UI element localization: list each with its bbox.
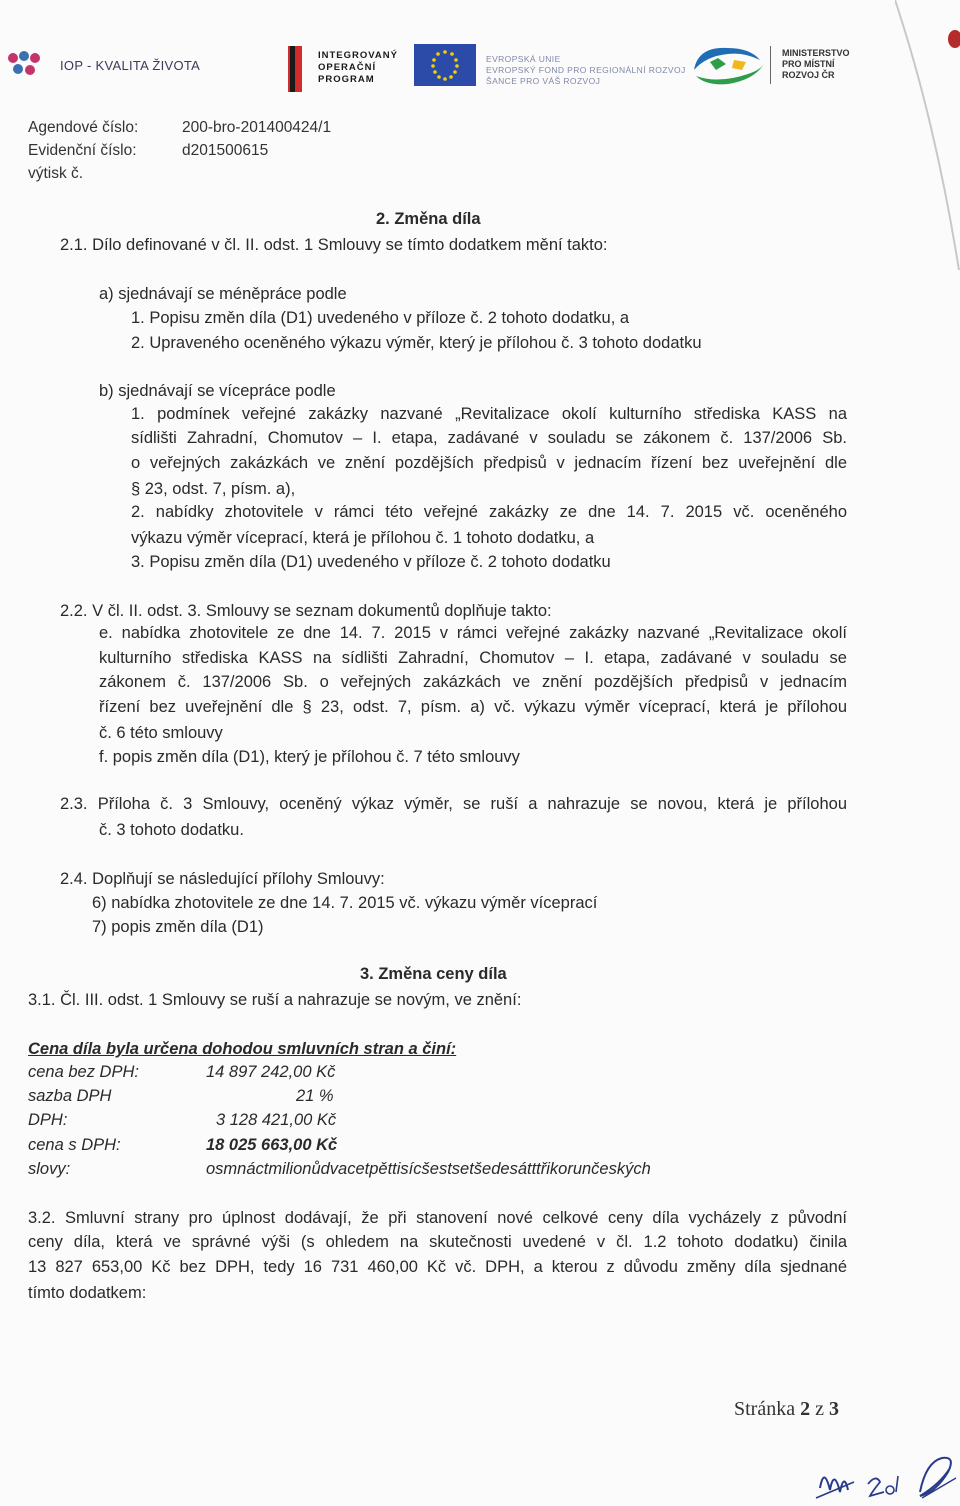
mmr-text-line-1: MINISTERSTVO (782, 48, 850, 58)
vat-value: 3 128 421,00 Kč (216, 1111, 337, 1129)
iop-program-line-2: OPERAČNÍ (318, 62, 377, 73)
item-a-intro: a) sjednávají se méněpráce podle (99, 285, 347, 303)
paragraph-2-4: 2.4. Doplňují se následující přílohy Smlouvy: (60, 870, 385, 888)
price-with-vat-row (28, 1136, 338, 1155)
attachment-7: 7) popis změn díla (D1) (92, 918, 264, 936)
agenda-number-row (28, 119, 332, 137)
eu-text (486, 54, 686, 87)
attachment-6: 6) nabídka zhotovitele ze dne 14. 7. 2015 vč. výkazu výměr víceprací (92, 894, 598, 912)
paragraph-3-2-line-3: 13 827 653,00 Kč bez DPH, tedy 16 731 460,00 Kč vč. DPH, a kterou z důvodu změny díla sjednané (28, 1258, 847, 1276)
item-b-1-line-4: § 23, odst. 7, písm. a), (131, 480, 296, 498)
iop-program-line-1: INTEGROVANÝ (318, 50, 398, 61)
eu-text-line-1: EVROPSKÁ UNIE (486, 54, 561, 64)
price-in-words-row (28, 1160, 651, 1179)
paragraph-3-2-line-1: 3.2. Smluvní strany pro úplnost dodávají, že při stanovení nové celkové ceny díla vycházely z původní (28, 1209, 847, 1227)
scan-edge-shadow (895, 0, 960, 280)
agenda-value: 200-bro-201400424/1 (182, 119, 332, 136)
item-e-line-3: zákonem č. 137/2006 Sb. o veřejných zakázkách ve znění pozdějších předpisů v jednacím (99, 673, 847, 691)
price-row-label: cena bez DPH: (28, 1063, 139, 1081)
mmr-text (782, 48, 850, 81)
iop-program-text (318, 50, 398, 86)
item-e-line-5: č. 6 této smlouvy (99, 724, 223, 742)
mmr-text-line-3: ROZVOJ ČR (782, 70, 835, 80)
paragraph-3-2-line-2: ceny díla, která ve správné výši (s ohledem na skutečnosti uvedené v čl. 1.2 tohoto dodatku) činila (28, 1233, 847, 1251)
page-of-label: z (815, 1398, 824, 1420)
mmr-text-line-2: PRO MÍSTNÍ (782, 59, 835, 69)
price-row-value: 14 897 242,00 Kč (206, 1063, 336, 1081)
section-3-heading: 3. Změna ceny díla (360, 965, 507, 983)
item-b-1-line-1: 1. podmínek veřejné zakázky nazvané „Revitalizace okolí kulturního střediska KASS na (131, 405, 847, 423)
item-b-3: 3. Popisu změn díla (D1) uvedeného v příloze č. 2 tohoto dodatku (131, 553, 611, 571)
section-2-heading: 2. Změna díla (376, 210, 481, 228)
paragraph-3-2-line-4: tímto dodatkem: (28, 1284, 147, 1302)
item-a-2: 2. Upraveného oceněného výkazu výměr, který je přílohou č. 3 tohoto dodatku (131, 334, 702, 352)
vat-rate-value: 21 % (296, 1087, 334, 1105)
vat-row (28, 1111, 337, 1130)
vat-rate-label: sazba DPH (28, 1087, 112, 1105)
item-b-1-line-3: o veřejných zakázkách ve znění pozdějších předpisů v jednacím řízení bez uveřejnění dle (131, 454, 847, 472)
price-in-words-value: osmnáctmilionůdvacetpěttisícšestsetšedesátttřikorunčeských (206, 1160, 651, 1178)
eu-flag-icon (414, 44, 476, 86)
paragraph-2-3-line-2: č. 3 tohoto dodatku. (99, 821, 244, 839)
iop-program-mark-stripe (290, 46, 295, 92)
handwritten-initials-signature (810, 1448, 960, 1506)
price-with-vat-label: cena s DPH: (28, 1136, 121, 1154)
copy-label: výtisk č. (28, 165, 84, 182)
iop-program-line-3: PROGRAM (318, 74, 375, 85)
mmr-logo-icon (688, 40, 768, 90)
page-total: 3 (828, 1398, 839, 1420)
paragraph-3-1: 3.1. Čl. III. odst. 1 Smlouvy se ruší a nahrazuje se novým, ve znění: (28, 991, 522, 1009)
item-b-2-line-2: výkazu výměr víceprací, která je přílohou č. 1 tohoto dodatku, a (131, 529, 595, 547)
paragraph-2-2: 2.2. V čl. II. odst. 3. Smlouvy se seznam dokumentů doplňuje takto: (60, 602, 552, 620)
price-with-vat-value: 18 025 663,00 Kč (206, 1136, 338, 1154)
eu-text-line-2: EVROPSKÝ FOND PRO REGIONÁLNÍ ROZVOJ (486, 65, 686, 75)
item-b-intro: b) sjednávají se vícepráce podle (99, 382, 336, 400)
item-e-line-2: kulturního střediska KASS na sídlišti Zahradní, Chomutov – I. etapa, zadávané v souladu se (99, 649, 847, 667)
item-e-line-4: řízení bez uveřejnění dle § 23, odst. 7, písm. a) vč. výkazu výměr víceprací, která je přílohou (99, 698, 847, 716)
evidence-label: Evidenční číslo: (28, 142, 137, 159)
eu-text-line-3: ŠANCE PRO VÁŠ ROZVOJ (486, 76, 601, 86)
item-b-1-line-2: sídlišti Zahradní, Chomutov – I. etapa, zadávané v souladu se zákonem č. 137/2006 Sb. (131, 429, 847, 447)
price-row (28, 1063, 336, 1082)
mmr-separator (770, 46, 771, 84)
item-f: f. popis změn díla (D1), který je přílohou č. 7 této smlouvy (99, 748, 520, 766)
item-a-1: 1. Popisu změn díla (D1) uvedeného v příloze č. 2 tohoto dodatku, a (131, 309, 630, 327)
agenda-label: Agendové číslo: (28, 119, 139, 136)
paragraph-2-1: 2.1. Dílo definované v čl. II. odst. 1 Smlouvy se tímto dodatkem mění takto: (60, 236, 608, 254)
vat-rate-row (28, 1087, 334, 1106)
price-in-words-label: slovy: (28, 1160, 71, 1178)
evidence-value: d201500615 (182, 142, 269, 159)
evidence-number-row (28, 142, 269, 160)
page-number (734, 1398, 839, 1421)
iop-logo-icon (6, 50, 46, 80)
page-label: Stránka (734, 1398, 796, 1420)
iop-logo-text: IOP - KVALITA ŽIVOTA (60, 58, 201, 73)
paragraph-2-3-line-1: 2.3. Příloha č. 3 Smlouvy, oceněný výkaz výměr, se ruší a nahrazuje se novou, která je přílohou (60, 795, 847, 813)
copy-number-row (28, 165, 83, 183)
vat-label: DPH: (28, 1111, 68, 1129)
price-title: Cena díla byla určena dohodou smluvních stran a činí: (28, 1040, 457, 1058)
page-current: 2 (800, 1398, 811, 1420)
item-b-2-line-1: 2. nabídky zhotovitele v rámci této veřejné zakázky ze dne 14. 7. 2015 vč. oceněného (131, 503, 847, 521)
item-e-line-1: e. nabídka zhotovitele ze dne 14. 7. 2015 v rámci veřejné zakázky nazvané „Revitalizace okolí (99, 624, 847, 642)
